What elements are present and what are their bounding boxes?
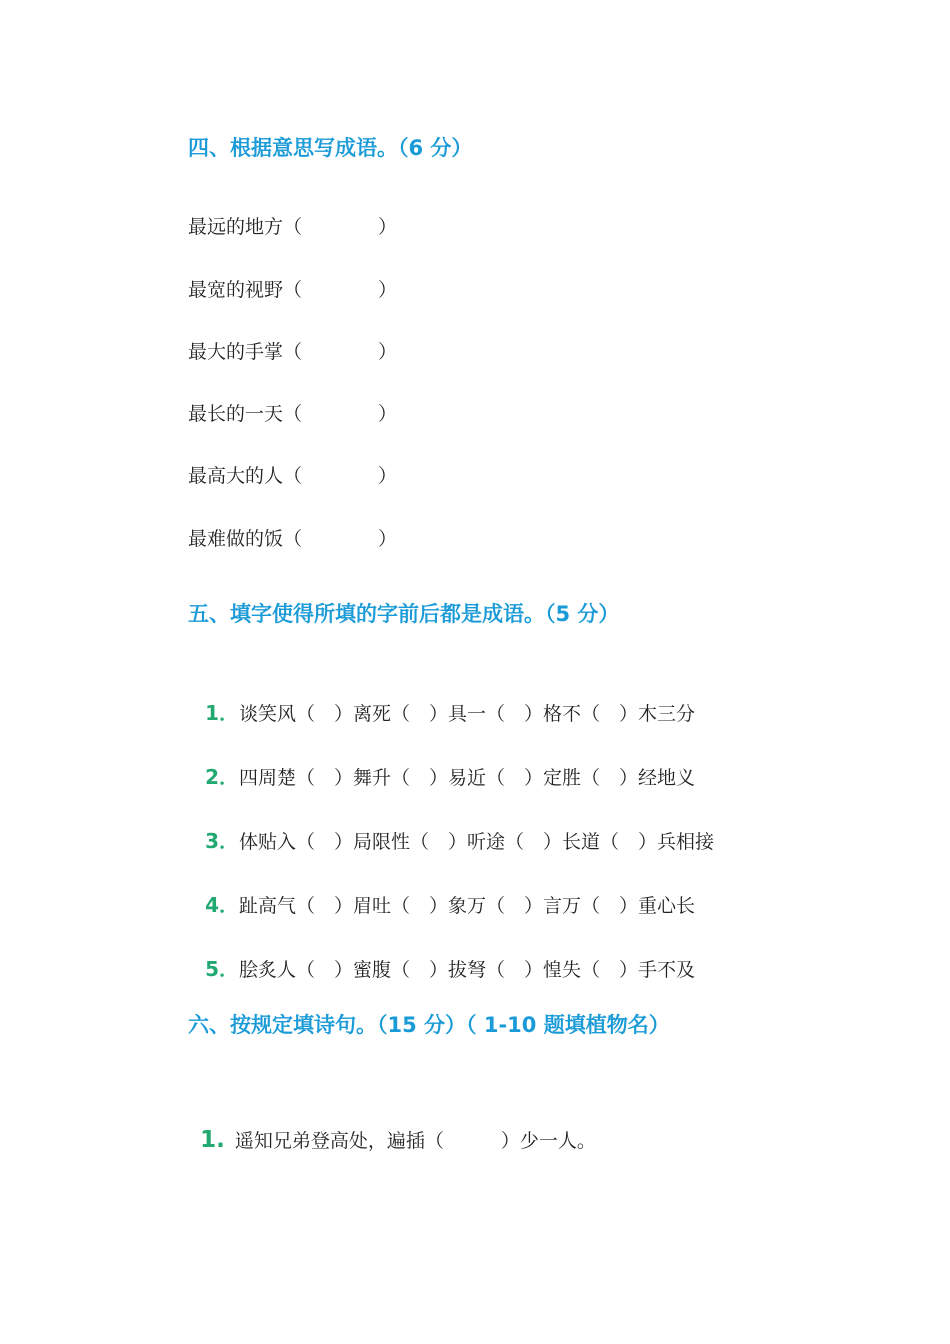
section-6-heading: 六、按规定填诗句。（15 分）（ 1-10 题填植物名） bbox=[188, 1013, 670, 1037]
question-number: 4． bbox=[205, 893, 240, 917]
question-number: 2． bbox=[205, 765, 240, 789]
idiom-item: 最高大的人（ ） bbox=[188, 465, 398, 487]
question-text: 趾高气（ ）眉吐（ ）象万（ ）言万（ ）重心长 bbox=[239, 895, 696, 917]
section-4-heading: 四、根据意思写成语。（6 分） bbox=[188, 136, 473, 160]
section-5-heading: 五、填字使得所填的字前后都是成语。（5 分） bbox=[188, 602, 620, 626]
question-row bbox=[188, 1110, 596, 1152]
question-text: 脍炙人（ ）蜜腹（ ）拔弩（ ）惶失（ ）手不及 bbox=[239, 959, 696, 981]
idiom-item: 最难做的饭（ ） bbox=[188, 528, 398, 550]
idiom-item: 最长的一天（ ） bbox=[188, 403, 398, 425]
idiom-item: 最宽的视野（ ） bbox=[188, 279, 398, 301]
question-text: 遥知兄弟登高处，遍插（ ）少一人。 bbox=[234, 1130, 596, 1152]
question-number: 1. bbox=[200, 1127, 225, 1153]
question-text: 四周楚（ ）舞升（ ）易近（ ）定胜（ ）经地义 bbox=[239, 767, 696, 789]
question-text: 体贴入（ ）局限性（ ）听途（ ）长道（ ）兵相接 bbox=[239, 831, 715, 853]
question-row bbox=[193, 876, 695, 916]
question-text: 谈笑风（ ）离死（ ）具一（ ）格不（ ）木三分 bbox=[239, 703, 696, 725]
question-row bbox=[193, 940, 695, 980]
question-number: 5． bbox=[205, 957, 240, 981]
question-row bbox=[193, 812, 714, 852]
question-row bbox=[193, 748, 695, 788]
question-number: 1． bbox=[205, 701, 240, 725]
question-number: 3． bbox=[205, 829, 240, 853]
question-row bbox=[193, 684, 695, 724]
idiom-item: 最远的地方（ ） bbox=[188, 216, 398, 238]
idiom-item: 最大的手掌（ ） bbox=[188, 341, 398, 363]
